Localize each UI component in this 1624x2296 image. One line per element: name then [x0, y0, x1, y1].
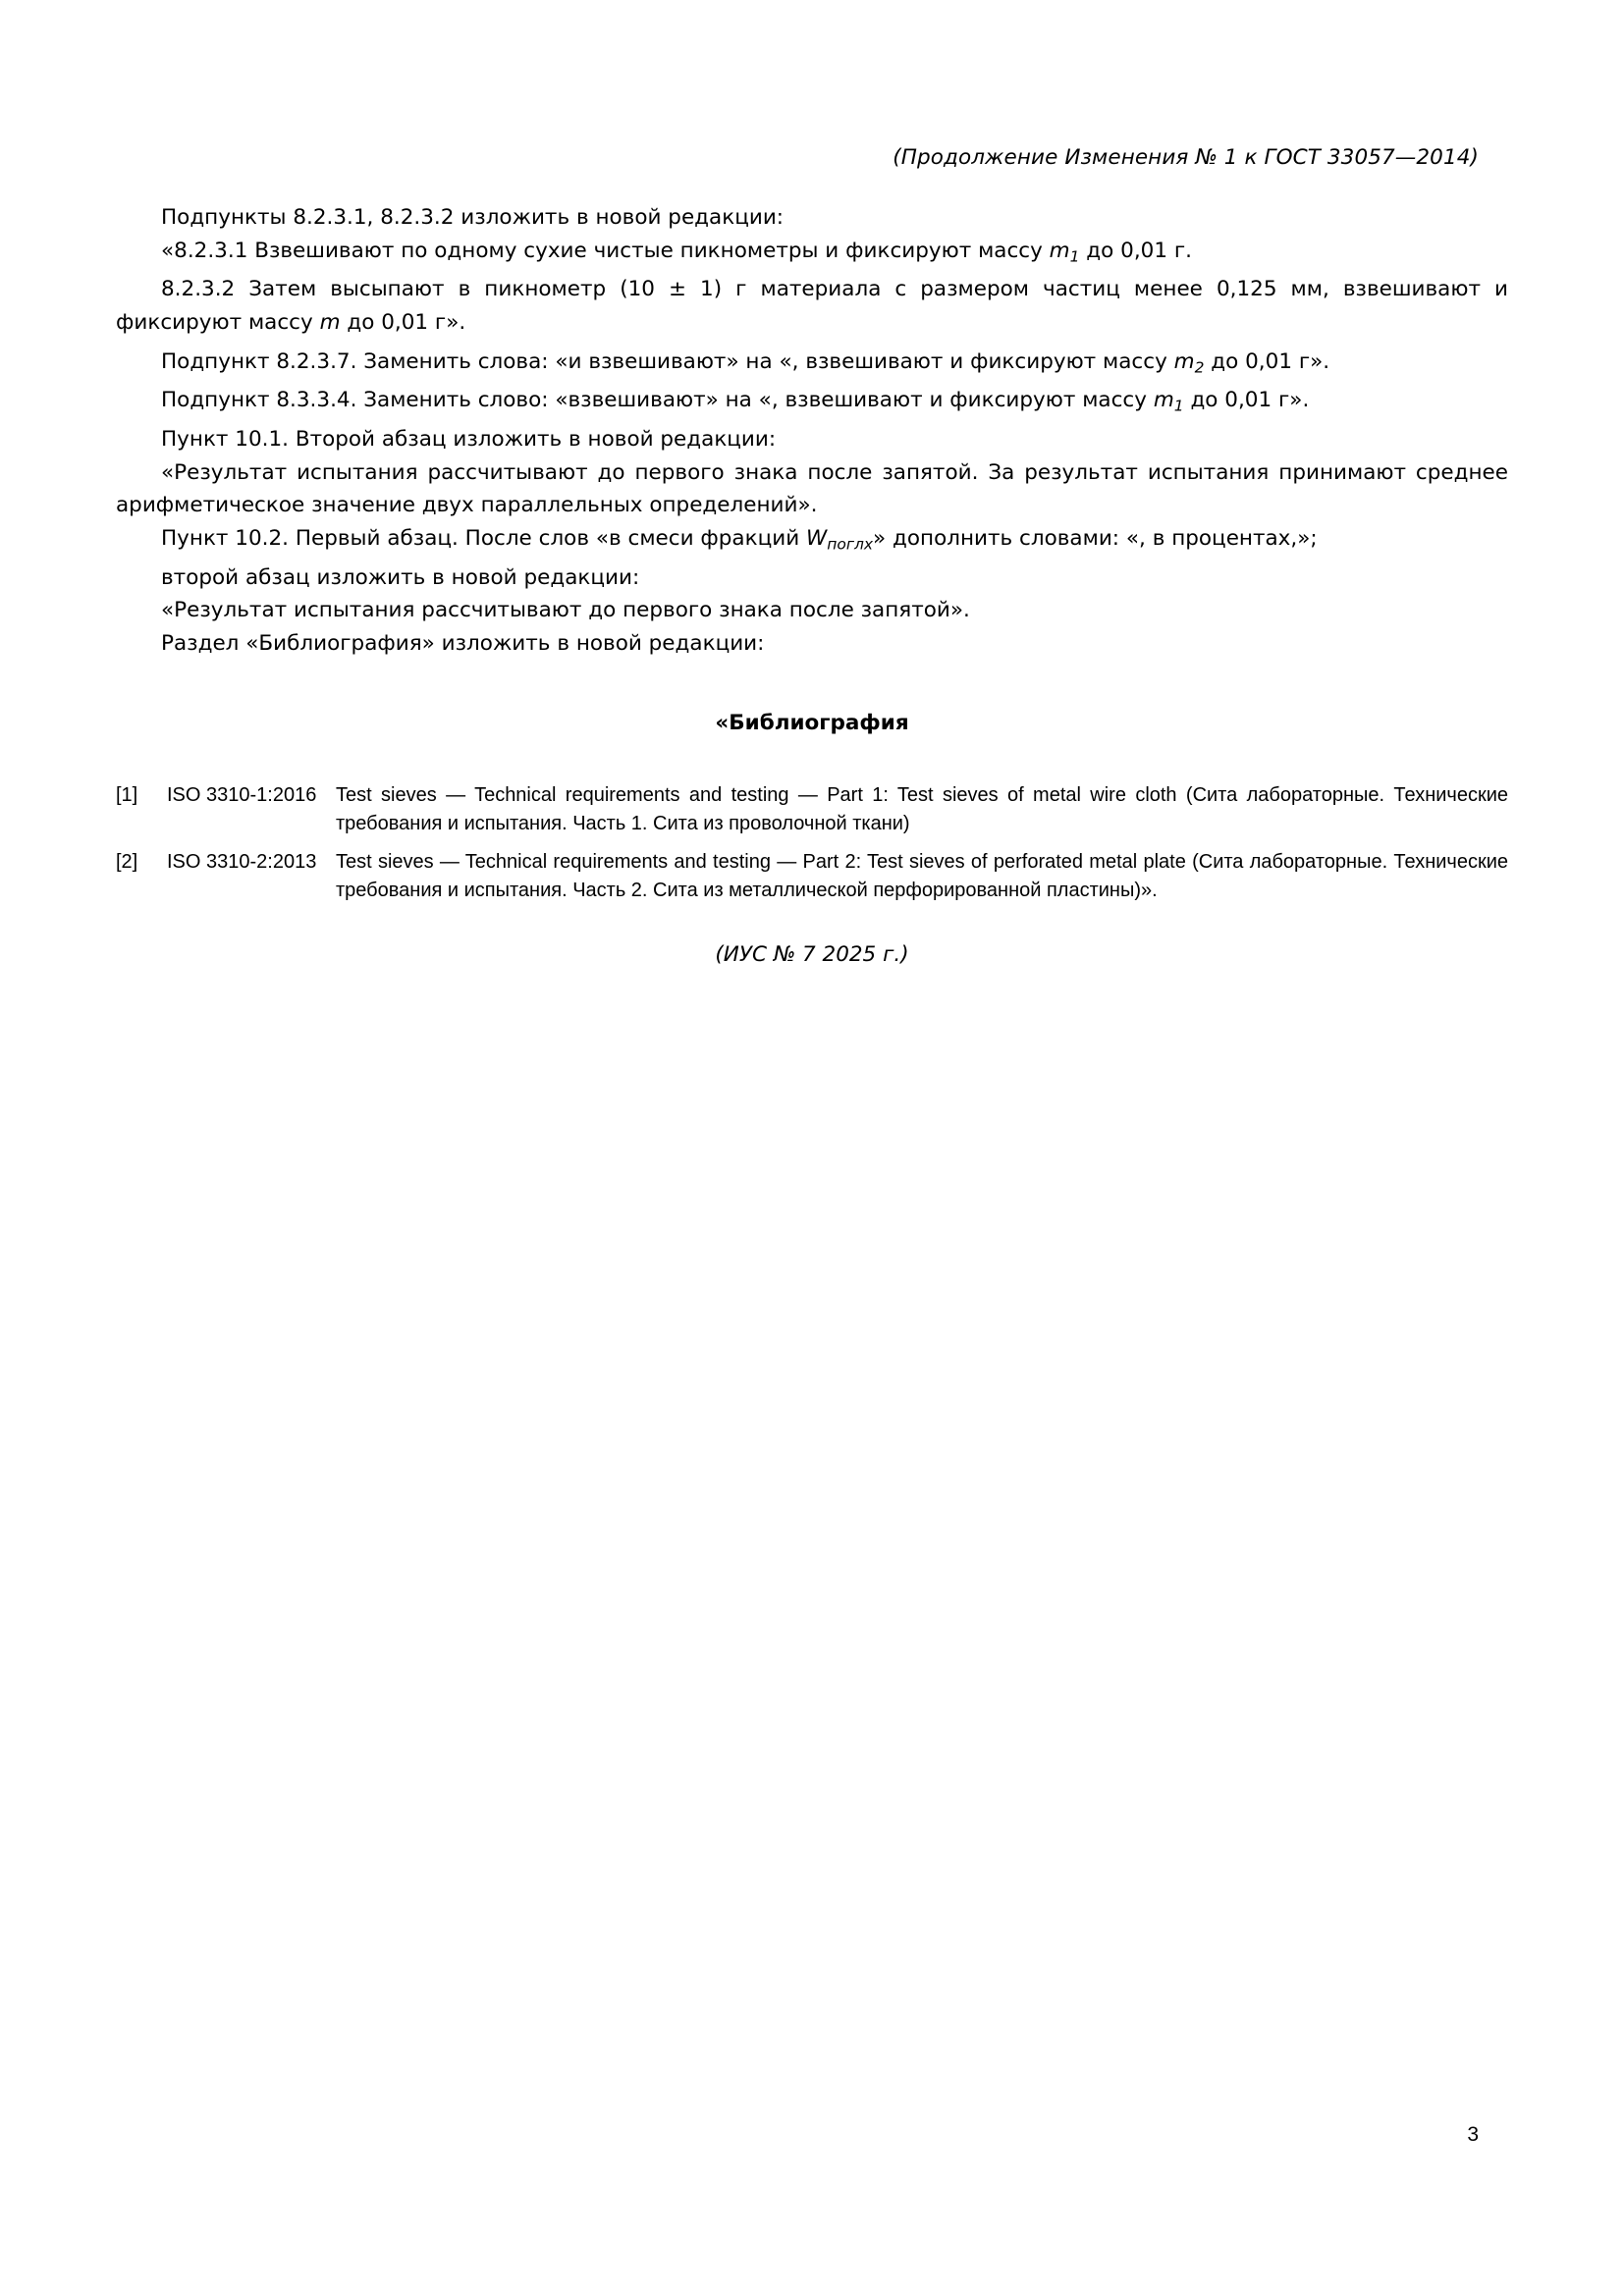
variable-symbol: W	[806, 525, 828, 551]
variable-subscript: 1	[1173, 397, 1184, 415]
paragraph-8-2-3-2	[116, 273, 1508, 345]
paragraph-text: Пункт 10.2. Первый абзац. После слов «в смеси фракций	[161, 525, 806, 551]
paragraph-text: Подпункт 8.2.3.7. Заменить слова: «и взвешивают» на «, взвешивают и фиксируют массу	[161, 348, 1174, 374]
paragraph-10-1-intro	[116, 423, 1508, 456]
paragraph-text-tail: до 0,01 г».	[1204, 348, 1330, 374]
paragraph-text: 8.2.3.2 Затем высыпают в пикнометр (10 ± 1) г материала с размером частиц менее 0,125 мм, взвешивают и фиксируют массу	[116, 277, 1508, 335]
paragraph-text: «Результат испытания рассчитывают до первого знака после запятой. За результат испытания принимают среднее арифметическое значение двух параллельных определений».	[116, 459, 1508, 518]
variable-subscript: 1	[1069, 246, 1080, 265]
page-number: 3	[1467, 2123, 1479, 2146]
bibliography-list	[116, 781, 1508, 905]
paragraph-text: «Результат испытания рассчитывают до первого знака после запятой».	[161, 598, 970, 623]
variable-symbol: m	[1049, 238, 1070, 263]
reference-number: [1]	[116, 783, 138, 806]
paragraph-10-2	[116, 522, 1508, 561]
list-item	[116, 781, 1508, 838]
variable-subscript: поглх	[827, 535, 874, 554]
reference-code: ISO 3310-1:2016	[167, 783, 317, 806]
paragraph-8-2-3-7	[116, 346, 1508, 385]
reference-number: [2]	[116, 850, 138, 873]
paragraph-text-tail: » дополнить словами: «, в процентах,»;	[873, 525, 1318, 551]
paragraph-second-abzac-intro	[116, 561, 1508, 595]
variable-symbol: m	[319, 309, 341, 335]
paragraph-text: второй абзац изложить в новой редакции:	[161, 564, 640, 590]
document-body	[116, 201, 1508, 967]
paragraph-bibliography-intro	[116, 627, 1508, 661]
paragraph-text-tail: до 0,01 г.	[1079, 238, 1192, 263]
paragraph-text-tail: до 0,01 г».	[340, 309, 466, 335]
paragraph-8-2-3-1	[116, 235, 1508, 274]
ius-note: (ИУС № 7 2025 г.)	[715, 941, 909, 967]
paragraph-second-abzac-text	[116, 594, 1508, 627]
paragraph-text: Раздел «Библиография» изложить в новой редакции:	[161, 630, 765, 656]
variable-symbol: m	[1173, 348, 1195, 374]
reference-title: Test sieves — Technical requirements and testing — Part 1: Test sieves of metal wire cloth (Сита лабораторные. Технические требования и испытания. Часть 1. Сита из проволочной ткани)	[336, 783, 1508, 834]
paragraph-text: Пункт 10.1. Второй абзац изложить в новой редакции:	[161, 427, 777, 453]
paragraph-intro-subclauses	[116, 201, 1508, 235]
list-item	[116, 848, 1508, 905]
paragraph-text: Подпункт 8.3.3.4. Заменить слово: «взвешивают» на «, взвешивают и фиксируют массу	[161, 388, 1154, 413]
paragraph-text: Подпункты 8.2.3.1, 8.2.3.2 изложить в новой редакции:	[161, 205, 785, 230]
reference-title: Test sieves — Technical requirements and testing — Part 2: Test sieves of perforated metal plate (Сита лабораторные. Технические требования и испытания. Часть 2. Сита из металлической перфорированной пластины)».	[336, 850, 1508, 901]
reference-code: ISO 3310-2:2013	[167, 850, 317, 873]
variable-symbol: m	[1153, 388, 1174, 413]
variable-subscript: 2	[1194, 357, 1205, 376]
paragraph-10-1-text	[116, 456, 1508, 522]
paragraph-text: «8.2.3.1 Взвешивают по одному сухие чистые пикнометры и фиксируют массу	[161, 238, 1050, 263]
bibliography-heading: «Библиография	[715, 711, 909, 736]
running-header: (Продолжение Изменения № 1 к ГОСТ 33057—2014)	[893, 145, 1479, 170]
paragraph-8-3-3-4	[116, 384, 1508, 423]
paragraph-text-tail: до 0,01 г».	[1183, 388, 1310, 413]
